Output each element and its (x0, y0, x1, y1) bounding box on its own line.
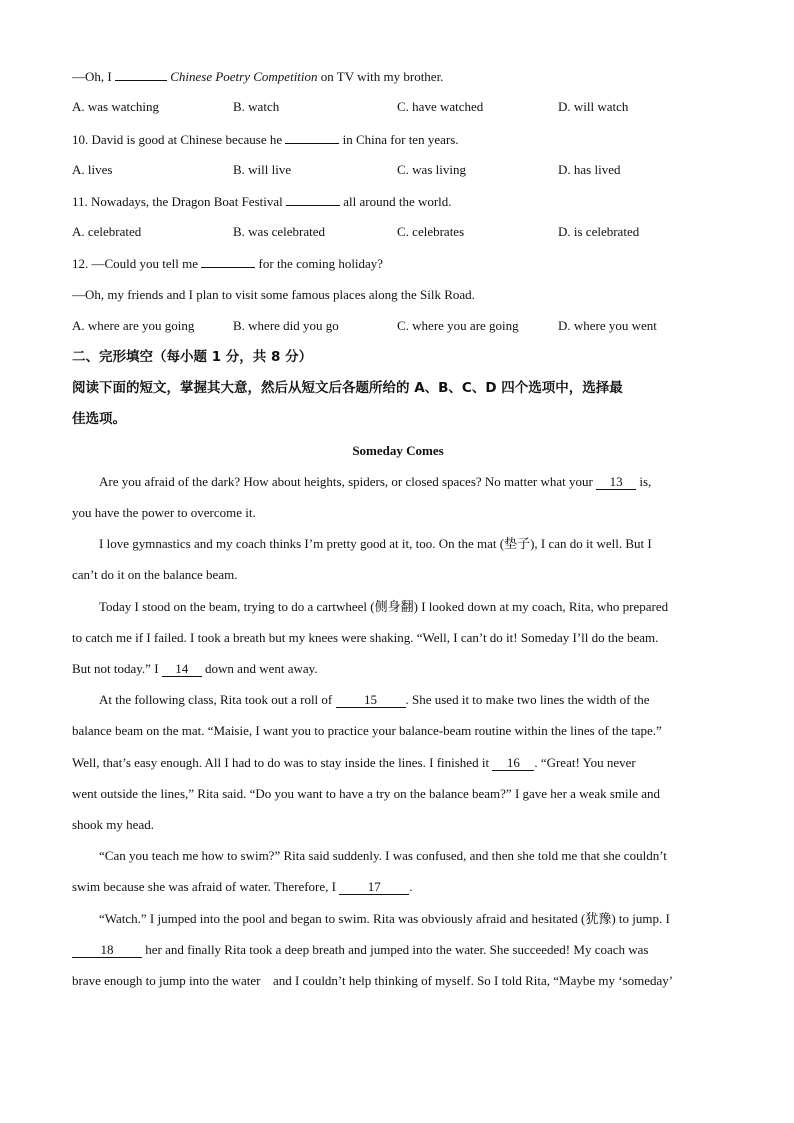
blank-14[interactable]: 14 (162, 662, 202, 677)
q11-stem-text: 11. Nowadays, the Dragon Boat Festival (72, 194, 283, 209)
blank-13[interactable]: 13 (596, 475, 636, 490)
q11-options (72, 224, 724, 240)
passage-line (72, 973, 673, 989)
q9-program-name: Chinese Poetry Competition (170, 69, 318, 84)
passage-text: brave enough to jump into the water (72, 973, 261, 988)
q9-reply (72, 68, 443, 85)
blank-17[interactable]: 17 (339, 880, 409, 895)
q12-stem (72, 255, 383, 272)
passage-line (72, 755, 636, 771)
q11-answer-blank[interactable] (286, 193, 340, 206)
passage-text: Well, that’s easy enough. All I had to do was to stay inside the lines. I finished it (72, 755, 490, 770)
passage-line: “Can you teach me how to swim?” Rita said suddenly. I was confused, and then she told me that she couldn’t (99, 848, 667, 863)
passage-text: But not today.” I (72, 661, 159, 676)
q12-option-c[interactable]: C. where you are going (397, 318, 519, 333)
q12-stem-text-end: for the coming holiday? (258, 256, 384, 271)
q12-option-a[interactable]: A. where are you going (72, 318, 195, 333)
section-instruction-line1: 阅读下面的短文，掌握其大意，然后从短文后各题所给的 A、B、C、D 四个选项中，选择最 (72, 380, 623, 396)
q10-option-c[interactable]: C. was living (397, 162, 466, 177)
passage-line (72, 474, 651, 490)
q9-reply-text: —Oh, I (72, 69, 112, 84)
passage-line: Today I stood on the beam, trying to do a cartwheel (侧身翻) I looked down at my coach, Rita, who prepared (99, 599, 669, 614)
q11-stem (72, 193, 452, 210)
q12-option-d[interactable]: D. where you went (558, 318, 657, 333)
q10-option-d[interactable]: D. has lived (558, 162, 621, 177)
passage-text: At the following class, Rita took out a roll of (99, 692, 333, 707)
passage-text: down and went away. (205, 661, 318, 676)
passage-line (72, 692, 650, 708)
q12-answer-blank[interactable] (201, 255, 255, 268)
passage-line: you have the power to overcome it. (72, 505, 256, 520)
q10-options (72, 162, 724, 178)
passage-line: can’t do it on the balance beam. (72, 567, 238, 582)
q10-stem-text-end: in China for ten years. (342, 132, 459, 147)
q11-option-b[interactable]: B. was celebrated (233, 224, 326, 239)
q12-option-b[interactable]: B. where did you go (233, 318, 339, 333)
q10-stem (72, 131, 459, 148)
passage-line: went outside the lines,” Rita said. “Do you want to have a try on the balance beam?” I gave her a weak smile and (72, 786, 661, 801)
q12-options (72, 318, 724, 334)
q9-option-a[interactable]: A. was watching (72, 99, 160, 114)
q12-stem-text: 12. —Could you tell me (72, 256, 199, 271)
q11-stem-text-end: all around the world. (343, 194, 452, 209)
passage-line (72, 942, 648, 958)
q11-option-a[interactable]: A. celebrated (72, 224, 142, 239)
q11-option-d[interactable]: D. is celebrated (558, 224, 640, 239)
passage-line: I love gymnastics and my coach thinks I’m pretty good at it, too. On the mat (垫子), I can do it well. But I (99, 536, 652, 551)
passage-text: swim because she was afraid of water. Therefore, I (72, 879, 336, 894)
passage-line: “Watch.” I jumped into the pool and began to swim. Rita was obviously afraid and hesitated (犹豫) to jump. I (99, 911, 670, 926)
passage-title: Someday Comes (352, 443, 444, 458)
blank-16[interactable]: 16 (492, 756, 534, 771)
passage-line (72, 661, 318, 677)
section-heading: 二、完形填空（每小题 1 分，共 8 分） (72, 349, 313, 365)
blank-18[interactable]: 18 (72, 943, 142, 958)
passage-text: . (409, 879, 413, 894)
q9-option-c[interactable]: C. have watched (397, 99, 484, 114)
passage-line: to catch me if I failed. I took a breath but my knees were shaking. “Well, I can’t do it! Someday I’ll do the beam. (72, 630, 659, 645)
passage-line: balance beam on the mat. “Maisie, I want you to practice your balance-beam routine within the lines of the tape.” (72, 723, 662, 738)
q9-option-b[interactable]: B. watch (233, 99, 280, 114)
passage-text: . “Great! You never (534, 755, 636, 770)
q9-options (72, 99, 724, 115)
q10-option-b[interactable]: B. will live (233, 162, 292, 177)
section-instruction-line2: 佳选项。 (72, 411, 126, 427)
passage-text: Are you afraid of the dark? How about heights, spiders, or closed spaces? No matter what your (99, 474, 593, 489)
passage-text: and I couldn’t help thinking of myself. So I told Rita, “Maybe my ‘someday’ (272, 973, 674, 988)
q9-answer-blank[interactable] (115, 68, 167, 81)
q10-option-a[interactable]: A. lives (72, 162, 113, 177)
blank-15[interactable]: 15 (336, 693, 406, 708)
q12-reply: —Oh, my friends and I plan to visit some famous places along the Silk Road. (72, 287, 475, 302)
passage-text: . She used it to make two lines the width of the (405, 692, 650, 707)
passage-line: shook my head. (72, 817, 154, 832)
q9-option-d[interactable]: D. will watch (558, 99, 629, 114)
q10-answer-blank[interactable] (285, 131, 339, 144)
q9-reply-text-end: on TV with my brother. (320, 69, 444, 84)
q10-stem-text: 10. David is good at Chinese because he (72, 132, 283, 147)
q11-option-c[interactable]: C. celebrates (397, 224, 465, 239)
passage-text: her and finally Rita took a deep breath and jumped into the water. She succeeded! My coach was (145, 942, 649, 957)
passage-line (72, 879, 412, 895)
passage-text: is, (639, 474, 652, 489)
